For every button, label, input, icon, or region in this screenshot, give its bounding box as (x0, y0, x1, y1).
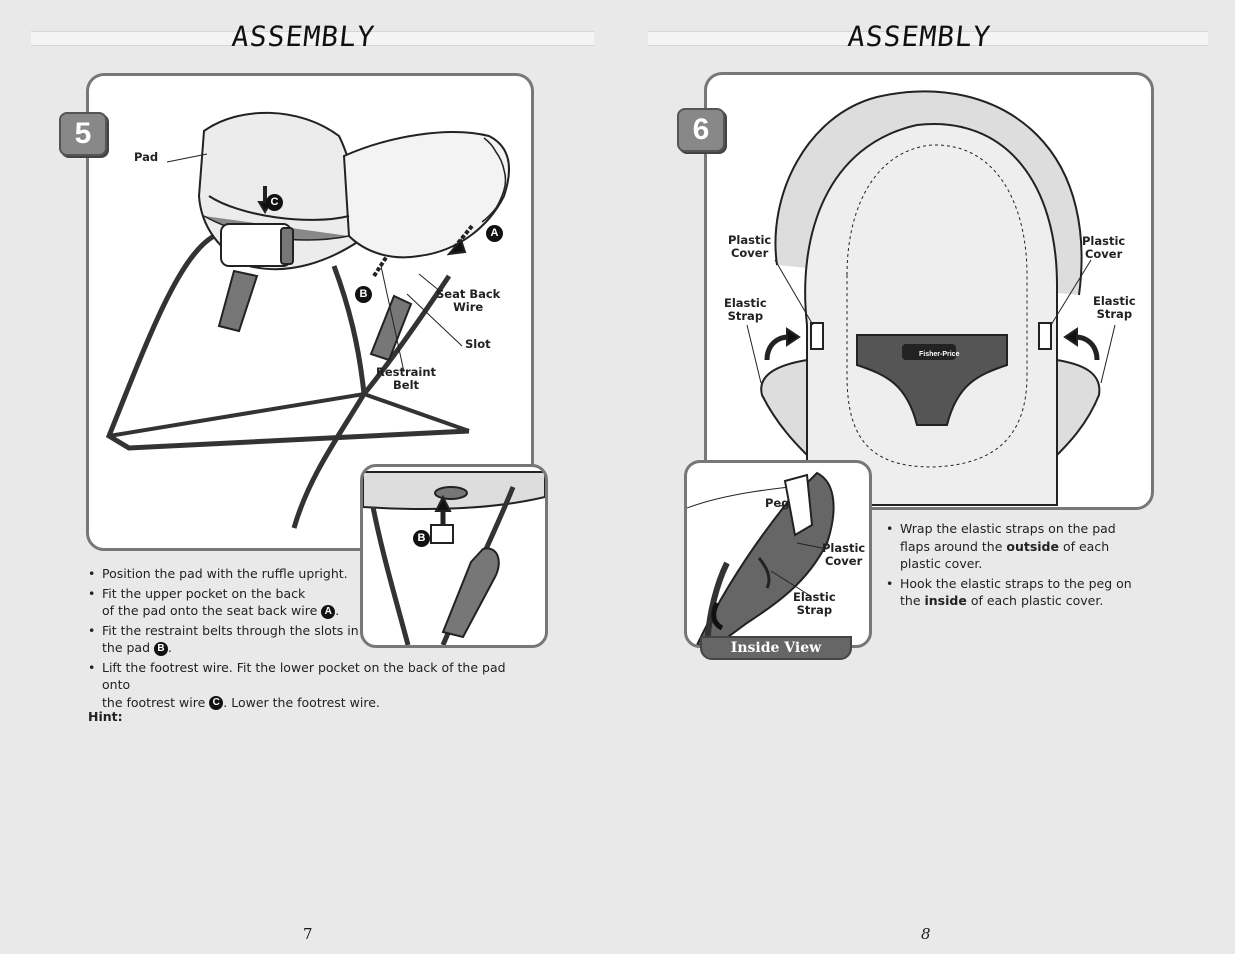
instruction-text: Wrap the elastic straps on the pad (900, 521, 1116, 536)
callout-slot: Slot (465, 337, 491, 351)
instruction-item (886, 520, 1146, 573)
pad-back-elastic-strap-illustration (707, 75, 1151, 507)
page-title: ASSEMBLY (846, 20, 993, 53)
marker-b: B (355, 286, 372, 303)
page-number: 8 (921, 925, 931, 943)
marker-a-inline: A (321, 605, 335, 619)
callout-line: Elastic (724, 296, 767, 310)
instruction-text: the footrest wire (102, 694, 206, 710)
instruction-text: Hook the elastic straps to the peg on (900, 575, 1132, 591)
callout-line: Elastic (793, 590, 836, 604)
hint-label: Hint: (88, 709, 123, 724)
instruction-text: Lift the footrest wire. Fit the lower pocket on the back of the pad onto (102, 659, 506, 692)
callout-line: Wire (453, 300, 484, 314)
instruction-text: Fit the restraint belts through the slots in (102, 622, 359, 638)
marker-b-inset: B (413, 530, 430, 547)
instruction-text: . (335, 603, 340, 618)
callout-elastic-strap-left (724, 297, 767, 323)
instruction-text: Fit the upper pocket on the back (102, 585, 306, 601)
callout-line: Plastic (822, 541, 866, 555)
instruction-text: the (900, 593, 925, 608)
step-5-badge: 5 (59, 112, 107, 156)
callout-elastic-strap-right (1093, 295, 1136, 321)
marker-c-inline: C (209, 696, 223, 710)
instruction-emphasis: inside (924, 593, 967, 608)
instruction-text: . (168, 640, 172, 655)
page-number: 7 (303, 925, 313, 943)
instruction-text: of each (1059, 538, 1110, 554)
marker-b-inline: B (154, 642, 168, 656)
instruction-item (886, 575, 1146, 610)
callout-line: Elastic (1093, 294, 1136, 308)
inside-view-label: Inside View (700, 636, 852, 660)
instruction-text: of the pad onto the seat back wire (102, 603, 318, 618)
brand-logo: Fisher-Price (919, 351, 960, 358)
callout-line: Seat Back (436, 287, 501, 301)
callout-line: Plastic (728, 233, 772, 247)
callout-line: Cover (1084, 247, 1123, 261)
callout-line: Cover (730, 246, 769, 260)
callout-inset-elastic-strap (793, 591, 836, 617)
instruction-emphasis: outside (1006, 538, 1059, 554)
callout-line: Cover (824, 554, 863, 568)
callout-line: Belt (393, 378, 420, 392)
instruction-text: Position the pad with the ruffle upright. (102, 566, 348, 581)
marker-c: C (266, 194, 283, 211)
callout-line: Strap (1096, 307, 1133, 321)
callout-peg: Peg (765, 496, 790, 510)
page-title: ASSEMBLY (230, 20, 377, 53)
callout-line: Strap (727, 309, 764, 323)
instruction-text: the pad (102, 640, 151, 655)
callout-plastic-cover-right (1082, 235, 1125, 261)
step-6-badge: 6 (677, 108, 725, 152)
callout-line: Strap (796, 603, 833, 617)
instruction-text: plastic cover. (900, 556, 983, 571)
callout-line: Restraint (376, 365, 437, 379)
callout-plastic-cover-left (728, 234, 771, 260)
instruction-text: flaps around the (900, 538, 1007, 554)
step-6-illustration-panel (704, 72, 1154, 510)
instruction-text: of each plastic cover. (966, 593, 1104, 608)
callout-inset-plastic-cover (822, 542, 865, 568)
step-6-instructions (886, 520, 1146, 612)
callout-pad: Pad (134, 150, 159, 164)
marker-a: A (486, 225, 503, 242)
instruction-text: . Lower the footrest wire. (223, 694, 380, 710)
callout-line: Plastic (1082, 234, 1126, 248)
